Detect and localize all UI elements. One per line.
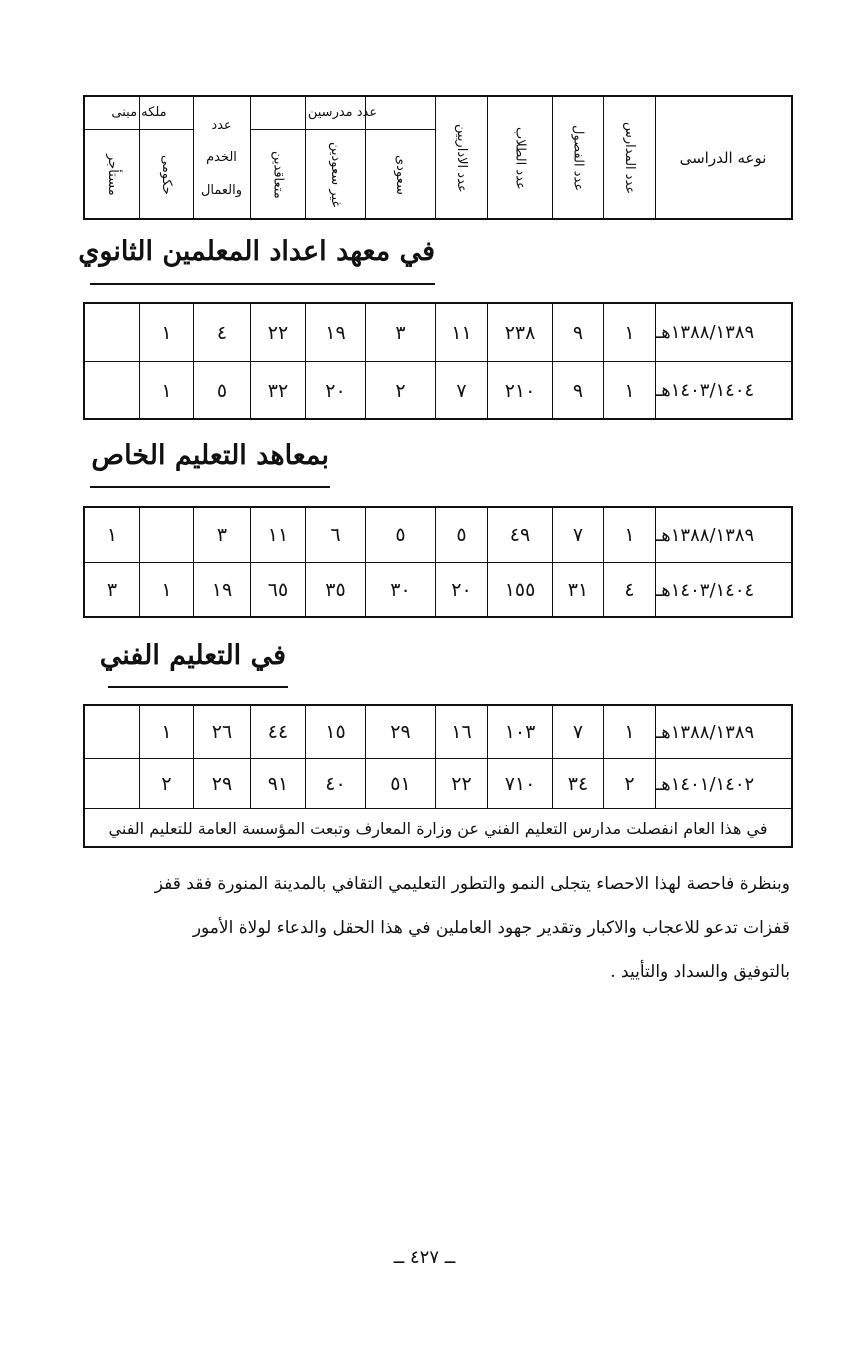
title-underline xyxy=(90,283,435,285)
cell-year: ١٣٨٨/١٣٨٩هـ xyxy=(655,706,791,758)
cell-rented: ٣ xyxy=(106,579,118,601)
header-rented: مستأجر xyxy=(105,153,121,196)
cell-schools: ١ xyxy=(603,362,655,419)
paragraph-line: وبنظرة فاحصة لهذا الاحصاء يتجلى النمو والتطور التعليمي التقافي بالمدينة المنورة فقد قفز xyxy=(154,874,790,894)
cell-staff: ٣ xyxy=(193,508,250,562)
cell-rented xyxy=(85,706,139,758)
cell-year: ١٣٨٨/١٣٨٩هـ xyxy=(655,508,791,562)
cell-year: ١٤٠٣/١٤٠٤هـ xyxy=(655,563,791,617)
section-title: في التعليم الفني xyxy=(99,640,286,671)
cell-rented xyxy=(85,362,139,419)
cell-schools: ١ xyxy=(603,508,655,562)
cell-admins: ٥ xyxy=(435,508,487,562)
table-note: في هذا العام انفصلت مدارس التعليم الفني عن وزارة المعارف وتبعت المؤسسة العامة للتعليم الفني xyxy=(85,808,791,847)
cell-staff: ٢٦ xyxy=(193,706,250,758)
cell-saudi: ٢ xyxy=(365,362,435,419)
data-table xyxy=(83,302,793,420)
header-classes: عدد الفصول xyxy=(570,125,586,192)
cell-staff: ٥ xyxy=(193,362,250,419)
cell-admins: ٢٠ xyxy=(435,563,487,617)
cell-saudi: ٥١ xyxy=(365,759,435,809)
cell-govt xyxy=(139,508,193,562)
header-table xyxy=(83,95,793,220)
cell-govt: ١ xyxy=(139,563,193,617)
cell-contract: ٢٢ xyxy=(250,304,305,361)
cell-admins: ١٦ xyxy=(435,706,487,758)
cell-schools: ١ xyxy=(603,304,655,361)
cell-schools: ٢ xyxy=(603,759,655,809)
cell-govt: ١ xyxy=(139,706,193,758)
cell-staff: ٤ xyxy=(193,304,250,361)
table-row xyxy=(85,562,791,617)
title-underline xyxy=(90,486,330,488)
table-row xyxy=(85,361,791,419)
cell-admins: ٢٢ xyxy=(435,759,487,809)
header-staff-count: عدد الخدم والعمال xyxy=(200,118,243,198)
cell-govt: ١ xyxy=(139,304,193,361)
cell-rented: ١ xyxy=(106,524,118,546)
cell-non-saudi: ٤٠ xyxy=(305,759,365,809)
title-underline xyxy=(108,686,288,688)
cell-contract: ١١ xyxy=(250,508,305,562)
cell-saudi: ٣ xyxy=(365,304,435,361)
cell-classes: ٣٤ xyxy=(552,759,603,809)
page-number: ــ ٤٢٧ ــ xyxy=(393,1247,456,1268)
cell-non-saudi: ١٩ xyxy=(305,304,365,361)
table-row xyxy=(85,758,791,809)
cell-non-saudi: ١٥ xyxy=(305,706,365,758)
body-paragraph xyxy=(70,862,790,994)
cell-contract: ٩١ xyxy=(250,759,305,809)
cell-govt: ١ xyxy=(139,362,193,419)
section-title: بمعاهد التعليم الخاص xyxy=(91,440,329,471)
header-students: عدد الطلاب xyxy=(512,127,528,190)
cell-classes: ٩ xyxy=(552,304,603,361)
cell-saudi: ٥ xyxy=(365,508,435,562)
paragraph-line: قفزات تدعو للاعجاب والاكبار وتقدير جهود العاملين في هذا الحقل والدعاء لولاة الأمور xyxy=(192,918,790,938)
cell-saudi: ٢٩ xyxy=(365,706,435,758)
cell-contract: ٣٢ xyxy=(250,362,305,419)
cell-non-saudi: ٣٥ xyxy=(305,563,365,617)
cell-classes: ٩ xyxy=(552,362,603,419)
table-row xyxy=(85,304,791,361)
cell-non-saudi: ٦ xyxy=(305,508,365,562)
cell-classes: ٣١ xyxy=(552,563,603,617)
header-admins: عدد الاداريين xyxy=(454,124,470,193)
cell-year: ١٤٠٣/١٤٠٤هـ xyxy=(655,362,791,419)
header-schools: عدد المدارس xyxy=(622,122,638,195)
header-non-saudi: غير سعودين xyxy=(328,141,344,208)
cell-contract: ٤٤ xyxy=(250,706,305,758)
cell-students: ٧١٠ xyxy=(487,759,552,809)
cell-students: ١٥٥ xyxy=(487,563,552,617)
cell-contract: ٦٥ xyxy=(250,563,305,617)
cell-saudi: ٣٠ xyxy=(365,563,435,617)
header-level: نوعه الدراسى xyxy=(679,149,767,168)
cell-classes: ٧ xyxy=(552,706,603,758)
cell-schools: ٤ xyxy=(603,563,655,617)
cell-govt: ٢ xyxy=(139,759,193,809)
cell-students: ٤٩ xyxy=(487,508,552,562)
data-table xyxy=(83,704,793,848)
cell-staff: ٢٩ xyxy=(193,759,250,809)
cell-staff: ١٩ xyxy=(193,563,250,617)
cell-admins: ١١ xyxy=(435,304,487,361)
cell-students: ٢١٠ xyxy=(487,362,552,419)
cell-students: ٢٣٨ xyxy=(487,304,552,361)
paragraph-line: بالتوفيق والسداد والتأييد . xyxy=(610,962,790,982)
cell-schools: ١ xyxy=(603,706,655,758)
section-title: في معهد اعداد المعلمين الثانوي xyxy=(78,236,435,267)
header-building-owner: ملكه مبنى xyxy=(111,104,167,120)
cell-students: ١٠٣ xyxy=(487,706,552,758)
cell-non-saudi: ٢٠ xyxy=(305,362,365,419)
cell-year: ١٣٨٨/١٣٨٩هـ xyxy=(655,304,791,361)
cell-classes: ٧ xyxy=(552,508,603,562)
cell-rented xyxy=(85,304,139,361)
header-teachers-count: عدد مدرسين xyxy=(307,104,378,120)
cell-rented xyxy=(85,759,139,809)
cell-year: ١٤٠١/١٤٠٢هـ xyxy=(655,759,791,809)
table-row xyxy=(85,706,791,758)
cell-admins: ٧ xyxy=(435,362,487,419)
header-saudi: سعودى xyxy=(393,154,409,195)
table-row xyxy=(85,508,791,562)
data-table xyxy=(83,506,793,618)
header-contracted: متعاقدين xyxy=(270,150,286,199)
header-government: حكومى xyxy=(159,154,175,195)
